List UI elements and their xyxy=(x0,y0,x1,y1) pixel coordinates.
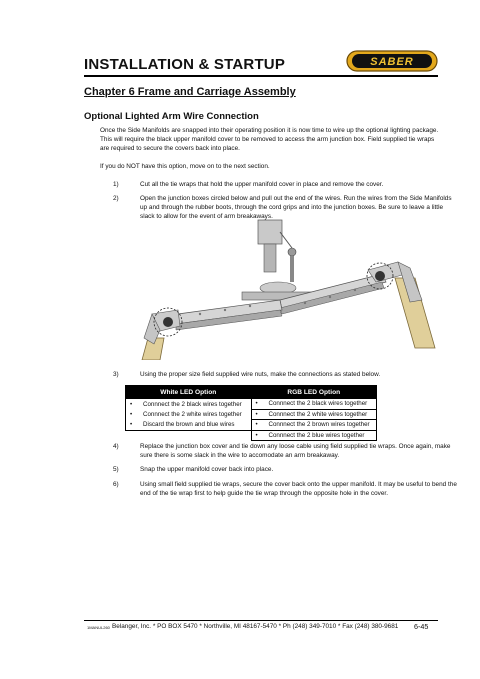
section-heading: Optional Lighted Arm Wire Connection xyxy=(84,111,259,122)
step-text: Replace the junction box cover and tie down any loose cable using field supplied tie wraps. Once again, make sure there is some slack in the wire to accomodate an arm breakaway. xyxy=(140,443,451,459)
page-number: 6-45 xyxy=(414,622,429,631)
rgb-led-cell: • Connnect the 2 white wires together xyxy=(251,409,377,420)
white-led-header: White LED Option xyxy=(126,386,252,399)
wire-connection-table xyxy=(125,385,377,441)
rgb-led-header: RGB LED Option xyxy=(251,386,377,399)
rgb-led-cell: • Connnect the 2 black wires together xyxy=(251,399,377,410)
rgb-led-cell: • Connnect the 2 blue wires together xyxy=(251,430,377,441)
saber-logo xyxy=(346,50,438,72)
step-number: 1) xyxy=(113,181,119,188)
step-text: Open the junction boxes circled below and pull out the end of the wires. Run the wires from the Side Manifolds up and through the rubber boots, through the cord grips and into the junction boxes. Be sure to leave a little slack to allow for the event of arm breakaways. xyxy=(140,195,452,220)
step-text: Using the proper size field supplied wire nuts, make the connections as stated below. xyxy=(140,371,381,378)
white-led-cell: • Connnect the 2 black wires together xyxy=(126,399,252,410)
manifold-assembly-figure xyxy=(130,218,445,360)
step-text: Cut all the tie wraps that hold the upper manifold cover in place and remove the cover. xyxy=(140,181,384,188)
step-number: 6) xyxy=(113,481,119,488)
white-led-cell: • Discard the brown and blue wires xyxy=(126,420,252,431)
footer-rule xyxy=(84,620,438,621)
white-led-cell: • Connnect the 2 white wires together xyxy=(126,409,252,420)
rgb-led-cell: • Connnect the 2 brown wires together xyxy=(251,420,377,431)
title-rule xyxy=(84,75,438,77)
step-number: 3) xyxy=(113,371,119,378)
step-text: Using small field supplied tie wraps, secure the cover back onto the upper manifold. It may be useful to bend the end of the tie wrap first to help guide the tie wrap through the opposite hole in the cover. xyxy=(140,481,457,497)
empty-cell xyxy=(126,430,252,441)
step-number: 4) xyxy=(113,443,119,450)
step-text: Snap the upper manifold cover back into place. xyxy=(140,466,274,473)
skip-note: If you do NOT have this option, move on to the next section. xyxy=(100,163,270,170)
footer-doc-code: 1MANUL260 xyxy=(87,625,110,630)
svg-text:SABER: SABER xyxy=(370,56,414,68)
step-number: 2) xyxy=(113,195,119,202)
step-number: 5) xyxy=(113,466,119,473)
page-title: INSTALLATION & STARTUP xyxy=(84,56,286,73)
footer-address: Belanger, Inc. * PO BOX 5470 * Northville, MI 48167-5470 * Ph (248) 349-7010 * Fax (248) 380-9681 xyxy=(112,623,399,630)
intro-paragraph: Once the Side Manifolds are snapped into their operating position it is now time to wire up the optional lighting package. This will require the black upper manifold cover to be removed to access the arm junction box. Field supplied tie wraps are required to secure the covers back into place. xyxy=(100,127,439,152)
chapter-heading: Chapter 6 Frame and Carriage Assembly xyxy=(84,86,296,98)
